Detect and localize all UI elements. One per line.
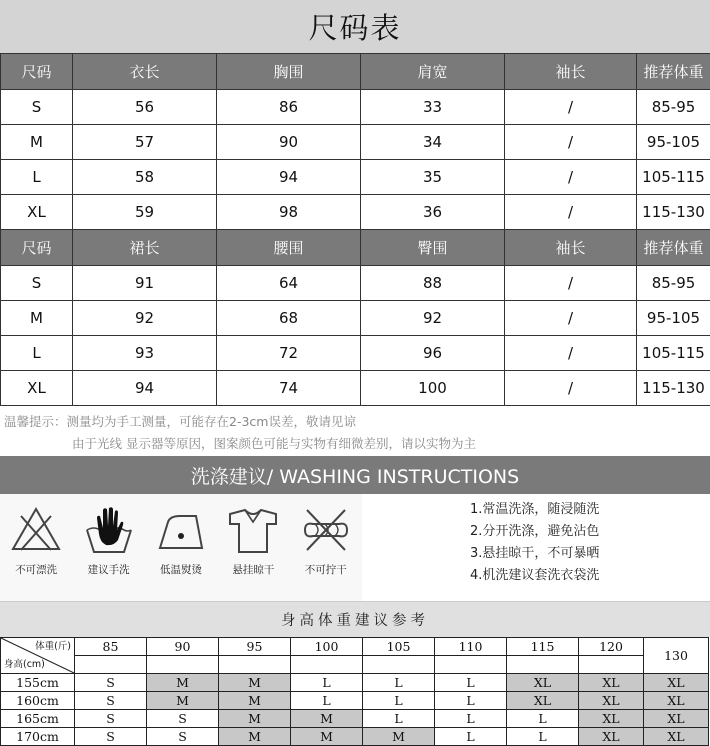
weight-axis-label: 体重(斤)	[35, 639, 71, 654]
instruction-item: 4.机洗建议套洗衣袋洗	[470, 565, 710, 587]
size-cell: XL	[579, 728, 644, 746]
height-cell: 170cm	[1, 728, 75, 746]
empty-cell	[363, 656, 435, 674]
value-cell: 95-105	[637, 301, 710, 336]
height-axis-label: 身高(cm)	[4, 657, 45, 672]
size-cell: M	[219, 728, 291, 746]
instruction-item: 2.分开洗涤，避免沾色	[470, 521, 710, 543]
size-cell: L	[435, 674, 507, 692]
header-cell: 胸围	[217, 54, 361, 90]
size-cell: M	[147, 692, 219, 710]
weight-cell: 90	[147, 638, 219, 656]
value-cell: 98	[217, 195, 361, 230]
header-cell: 袖长	[505, 230, 637, 266]
tops-header-row	[1, 54, 710, 90]
size-cell: S	[75, 710, 147, 728]
empty-cell	[147, 656, 219, 674]
size-cell: S	[147, 728, 219, 746]
table-row	[1, 710, 709, 728]
header-cell: 推荐体重	[637, 230, 710, 266]
table-row	[1, 90, 710, 125]
care-label: 不可漂洗	[15, 562, 57, 577]
value-cell: 64	[217, 266, 361, 301]
size-cell: XL	[579, 710, 644, 728]
value-cell: /	[505, 266, 637, 301]
tops-section	[1, 54, 710, 230]
header-cell: 推荐体重	[637, 54, 710, 90]
weight-spacer-row	[1, 656, 709, 674]
value-cell: 74	[217, 371, 361, 406]
height-cell: 155cm	[1, 674, 75, 692]
low-temp-iron-icon	[154, 504, 208, 556]
empty-cell	[579, 656, 644, 674]
value-cell: /	[505, 371, 637, 406]
care-item	[2, 504, 70, 577]
size-cell: L	[435, 692, 507, 710]
weight-cell: 85	[75, 638, 147, 656]
table-row	[1, 160, 710, 195]
corner-cell	[1, 638, 75, 674]
note-line: 温馨提示：测量均为手工测量，可能存在2-3cm误差，敬请见谅	[0, 411, 710, 433]
value-cell: 100	[361, 371, 505, 406]
size-cell: L	[507, 728, 579, 746]
value-cell: 85-95	[637, 90, 710, 125]
weight-cell: 130	[644, 638, 709, 674]
size-cell: S	[75, 674, 147, 692]
washing-instructions	[362, 494, 710, 601]
size-cell: XL	[644, 674, 709, 692]
size-cell: M	[363, 728, 435, 746]
size-cell: L	[1, 160, 73, 195]
size-cell: XL	[1, 195, 73, 230]
size-cell: M	[219, 674, 291, 692]
value-cell: 105-115	[637, 336, 710, 371]
header-cell: 尺码	[1, 54, 73, 90]
size-cell: L	[435, 710, 507, 728]
header-cell: 袖长	[505, 54, 637, 90]
value-cell: 105-115	[637, 160, 710, 195]
value-cell: 92	[361, 301, 505, 336]
size-cell: XL	[579, 674, 644, 692]
size-cell: M	[147, 674, 219, 692]
size-cell: S	[1, 90, 73, 125]
size-cell: S	[75, 728, 147, 746]
empty-cell	[435, 656, 507, 674]
value-cell: 59	[73, 195, 217, 230]
header-cell: 裙长	[73, 230, 217, 266]
size-table	[0, 53, 710, 406]
size-cell: XL	[1, 371, 73, 406]
value-cell: /	[505, 90, 637, 125]
size-cell: L	[291, 692, 363, 710]
value-cell: 115-130	[637, 371, 710, 406]
value-cell: 58	[73, 160, 217, 195]
size-cell: M	[219, 692, 291, 710]
header-cell: 腰围	[217, 230, 361, 266]
table-row	[1, 692, 709, 710]
value-cell: /	[505, 160, 637, 195]
note-line: 由于光线 显示器等原因，图案颜色可能与实物有细微差别，请以实物为主	[0, 433, 710, 455]
value-cell: 88	[361, 266, 505, 301]
skirt-header-row	[1, 230, 710, 266]
hang-dry-icon	[226, 504, 280, 556]
size-cell: L	[363, 692, 435, 710]
header-cell: 尺码	[1, 230, 73, 266]
table-row	[1, 125, 710, 160]
size-cell: L	[507, 710, 579, 728]
weight-chart-title: 身高体重建议参考	[0, 602, 710, 637]
value-cell: 72	[217, 336, 361, 371]
size-cell: L	[363, 674, 435, 692]
care-item	[292, 504, 360, 577]
weight-cell: 105	[363, 638, 435, 656]
value-cell: 93	[73, 336, 217, 371]
empty-cell	[75, 656, 147, 674]
height-cell: 165cm	[1, 710, 75, 728]
table-row	[1, 371, 710, 406]
size-cell: XL	[579, 692, 644, 710]
value-cell: 91	[73, 266, 217, 301]
size-cell: M	[291, 728, 363, 746]
size-cell: XL	[644, 728, 709, 746]
hand-wash-icon	[82, 504, 136, 556]
value-cell: 57	[73, 125, 217, 160]
height-cell: 160cm	[1, 692, 75, 710]
care-label: 建议手洗	[88, 562, 130, 577]
weight-cell: 100	[291, 638, 363, 656]
size-cell: S	[147, 710, 219, 728]
size-cell: XL	[507, 674, 579, 692]
care-label: 低温熨烫	[160, 562, 202, 577]
instruction-item: 3.悬挂晾干，不可暴晒	[470, 543, 710, 565]
value-cell: /	[505, 301, 637, 336]
table-row	[1, 728, 709, 746]
care-item	[147, 504, 215, 577]
table-row	[1, 336, 710, 371]
value-cell: 115-130	[637, 195, 710, 230]
size-cell: S	[75, 692, 147, 710]
value-cell: 33	[361, 90, 505, 125]
weight-cell: 115	[507, 638, 579, 656]
no-wring-icon	[299, 504, 353, 556]
washing-title: 洗涤建议/ WASHING INSTRUCTIONS	[0, 456, 710, 494]
value-cell: /	[505, 195, 637, 230]
table-row	[1, 195, 710, 230]
care-item	[219, 504, 287, 577]
no-bleach-icon	[9, 504, 63, 556]
size-cell: L	[435, 728, 507, 746]
page-title: 尺码表	[0, 0, 710, 53]
size-cell: L	[291, 674, 363, 692]
value-cell: 92	[73, 301, 217, 336]
value-cell: 94	[217, 160, 361, 195]
care-item	[75, 504, 143, 577]
size-cell: M	[291, 710, 363, 728]
table-row	[1, 301, 710, 336]
table-row	[1, 674, 709, 692]
instruction-item: 1.常温洗涤，随浸随洗	[470, 499, 710, 521]
value-cell: 96	[361, 336, 505, 371]
table-row	[1, 266, 710, 301]
empty-cell	[291, 656, 363, 674]
care-icons	[0, 494, 362, 601]
empty-cell	[219, 656, 291, 674]
size-cell: L	[363, 710, 435, 728]
size-cell: L	[1, 336, 73, 371]
value-cell: 90	[217, 125, 361, 160]
size-cell: S	[1, 266, 73, 301]
size-cell: XL	[507, 692, 579, 710]
size-cell: XL	[644, 710, 709, 728]
care-label: 悬挂晾干	[232, 562, 274, 577]
value-cell: 56	[73, 90, 217, 125]
value-cell: 35	[361, 160, 505, 195]
value-cell: 95-105	[637, 125, 710, 160]
size-cell: M	[1, 301, 73, 336]
header-cell: 臀围	[361, 230, 505, 266]
height-weight-table	[0, 637, 709, 746]
value-cell: /	[505, 125, 637, 160]
value-cell: 94	[73, 371, 217, 406]
size-cell: XL	[644, 692, 709, 710]
washing-section	[0, 494, 710, 602]
value-cell: /	[505, 336, 637, 371]
weight-header-row	[1, 638, 709, 656]
care-label: 不可拧干	[305, 562, 347, 577]
empty-cell	[507, 656, 579, 674]
value-cell: 34	[361, 125, 505, 160]
size-cell: M	[1, 125, 73, 160]
header-cell: 肩宽	[361, 54, 505, 90]
value-cell: 36	[361, 195, 505, 230]
value-cell: 85-95	[637, 266, 710, 301]
header-cell: 衣长	[73, 54, 217, 90]
weight-cell: 110	[435, 638, 507, 656]
value-cell: 68	[217, 301, 361, 336]
measurement-notes	[0, 406, 710, 456]
value-cell: 86	[217, 90, 361, 125]
skirt-section	[1, 230, 710, 406]
weight-cell: 120	[579, 638, 644, 656]
weight-cell: 95	[219, 638, 291, 656]
size-cell: M	[219, 710, 291, 728]
